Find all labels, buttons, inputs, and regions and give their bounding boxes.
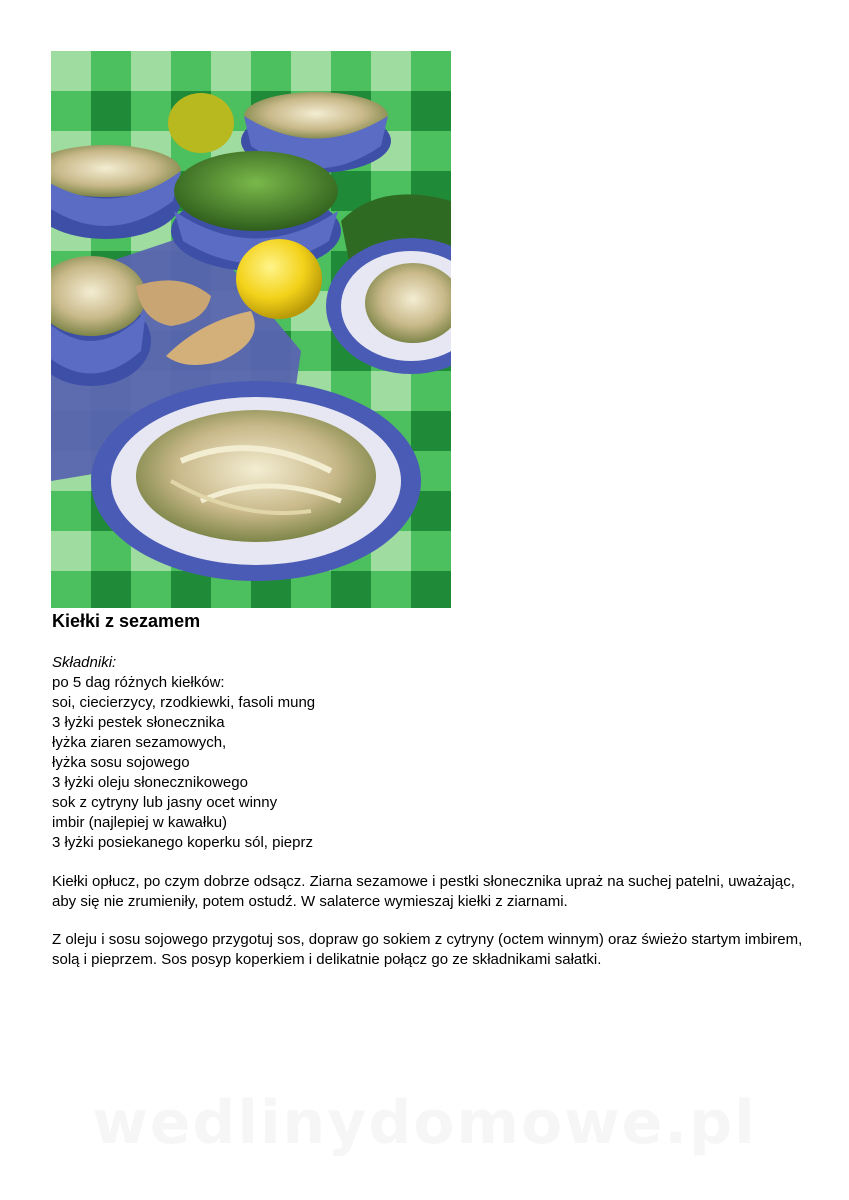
ingredient-item: imbir (najlepiej w kawałku) <box>52 814 228 831</box>
recipe-title: Kiełki z sezamem <box>52 611 201 631</box>
sprouts-illustration <box>51 51 451 608</box>
bowl-bean-sprouts <box>51 145 181 239</box>
ingredient-item: sok z cytryny lub jasny ocet winny <box>52 794 278 811</box>
recipe-photo <box>51 51 451 608</box>
ingredient-item: 3 łyżki posiekanego koperku sól, pieprz <box>52 834 313 851</box>
ingredient-item: po 5 dag różnych kiełków: <box>52 674 225 691</box>
ingredient-item: 3 łyżki oleju słonecznikowego <box>52 774 248 791</box>
ingredients-label: Składniki: <box>52 654 117 671</box>
watermark: wedlinydomowe.pl <box>92 1088 757 1158</box>
ingredient-item: 3 łyżki pestek słonecznika <box>52 714 225 731</box>
ingredient-item: soi, ciecierzycy, rzodkiewki, fasoli mung <box>52 694 316 711</box>
bowl-radish-sprouts <box>51 256 151 386</box>
ingredient-item: łyżka ziaren sezamowych, <box>52 734 227 751</box>
preparation-paragraph-1: Kiełki opłucz, po czym dobrze odsącz. Ziarna sezamowe i pestki słonecznika upraż na suchej patelni, uważając, aby się nie zrumieniły, potem ostudź. W salaterce wymieszaj kiełki z ziarnami. <box>52 873 795 910</box>
lemon <box>236 239 322 319</box>
plate-salad <box>91 381 421 581</box>
preparation-paragraph-2: Z oleju i sosu sojowego przygotuj sos, dopraw go sokiem z cytryny (octem winnym) oraz świeżo startym imbirem, solą i pieprzem. Sos posyp koperkiem i delikatnie połącz go ze składnikami sałatki. <box>52 931 803 968</box>
ingredient-item: łyżka sosu sojowego <box>52 754 190 771</box>
green-lemon <box>168 93 234 153</box>
ingredients-list <box>52 653 315 853</box>
